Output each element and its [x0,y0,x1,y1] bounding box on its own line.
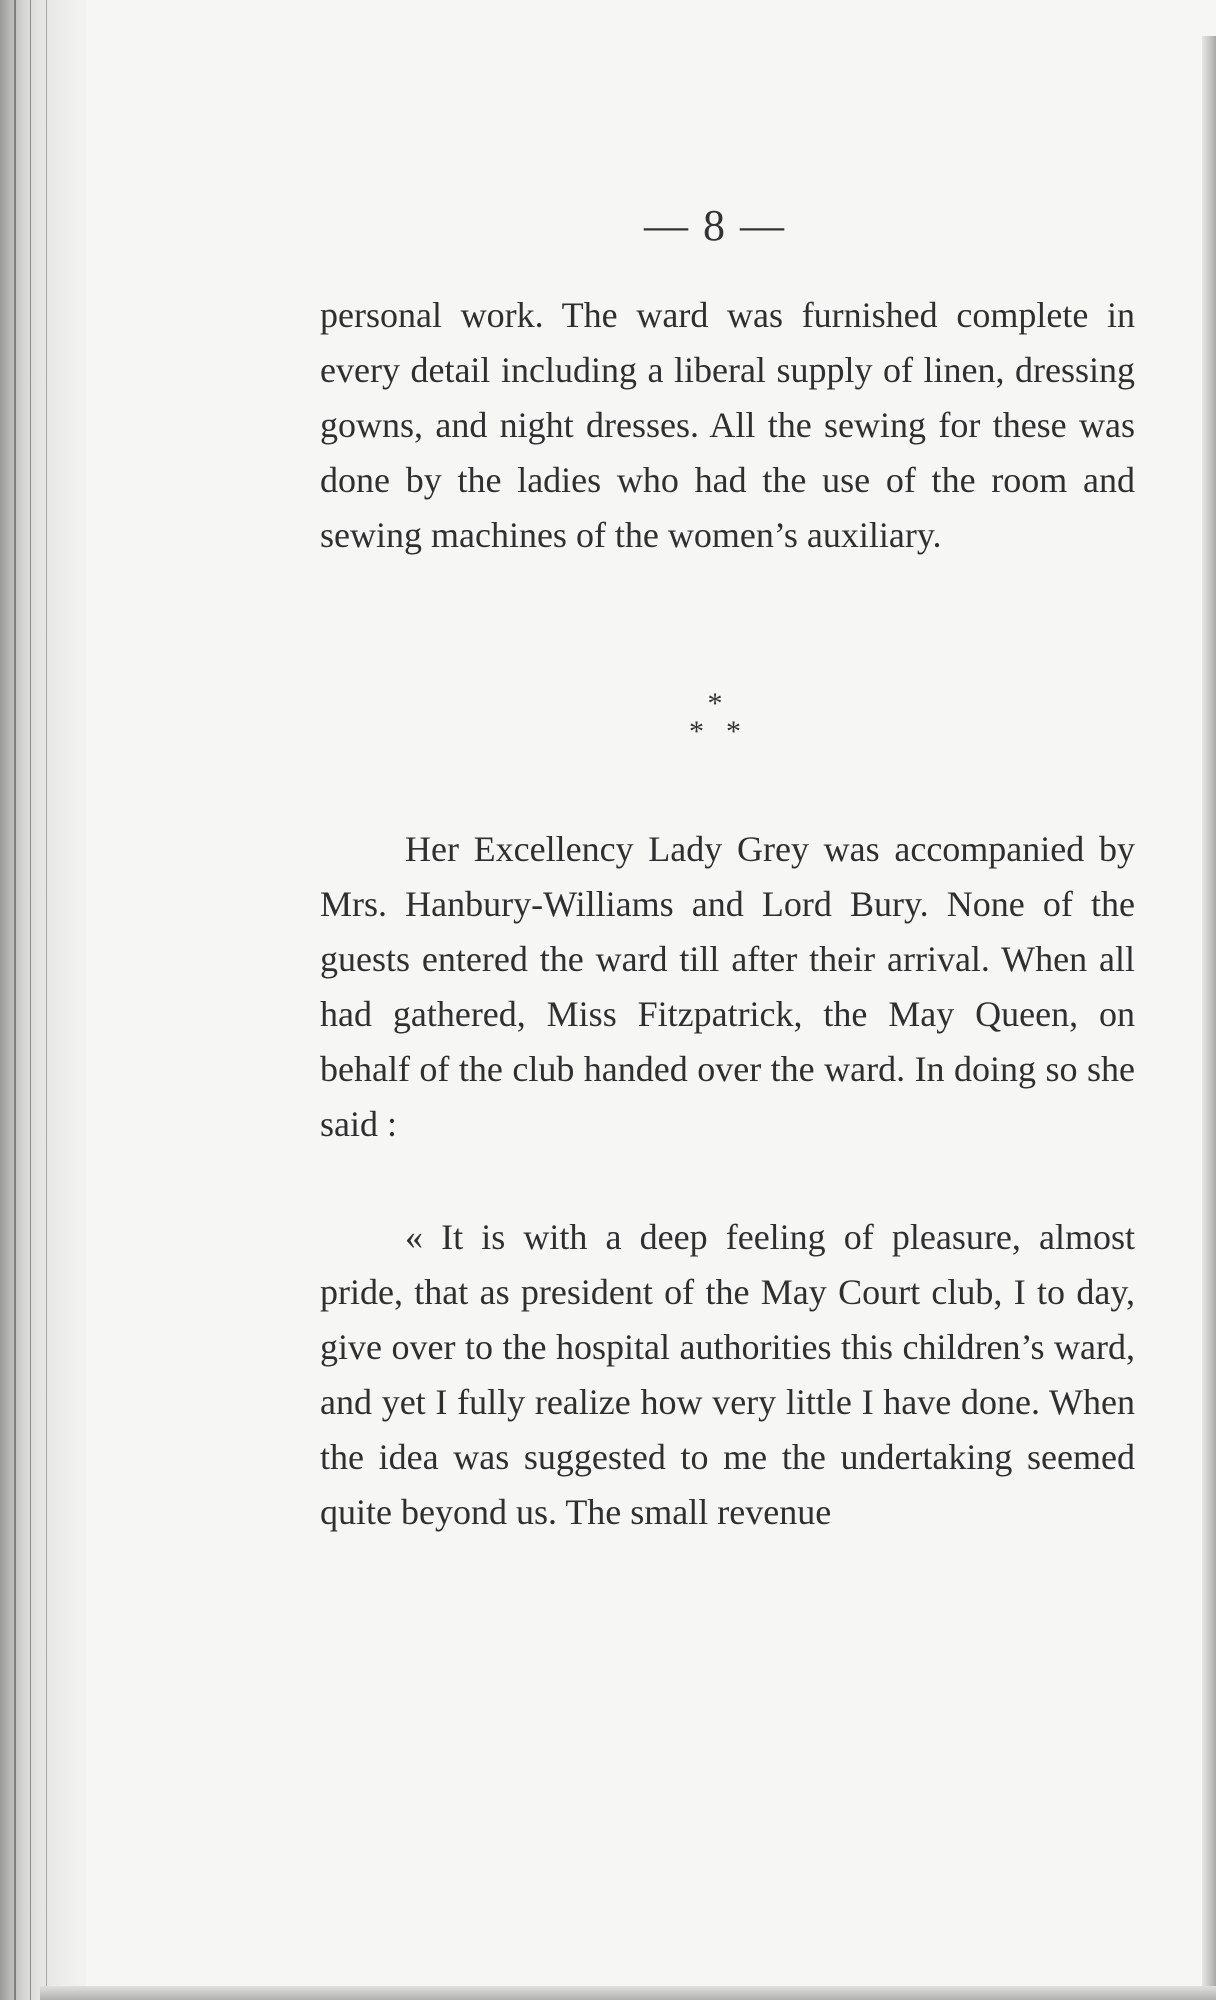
paragraph-text: « It is with a deep feeling of pleasure, almost pride, that as president of the May Court club, I to day, give over to the hospital authorities this children’s ward, and yet I fully realize how very little I have done. When the idea was suggested to me the undertaking seemed quite beyond us. The small revenue [320,1217,1135,1532]
paragraph-lady-grey [320,822,1135,1152]
binding-line [46,0,47,2000]
page-bottom-edge [40,1986,1216,2000]
ornament-bottom-stars: ** [689,715,763,748]
binding-line [30,0,31,2000]
paragraph-speech [320,1210,1135,1540]
book-binding-edge [0,0,86,2000]
paragraph-continuation [320,288,1135,563]
binding-line [14,0,16,2000]
page-right-edge [1202,36,1216,2000]
page-number: — 8 — [644,201,786,250]
section-ornament [0,687,1216,748]
ornament-top-star: * [707,687,723,720]
paragraph-text: personal work. The ward was furnished complete in every detail including a liberal supply of linen, dressing gowns, and night dresses. All the sewing for these was done by the ladies who had the use of the room and sewing machines of the women’s auxiliary. [320,295,1135,555]
paragraph-text: Her Excellency Lady Grey was accompanied by Mrs. Hanbury-Williams and Lord Bury. None of the guests entered the ward till after their arrival. When all had gathered, Miss Fitzpatrick, the May Queen, on behalf of the club handed over the ward. In doing so she said : [320,829,1135,1144]
